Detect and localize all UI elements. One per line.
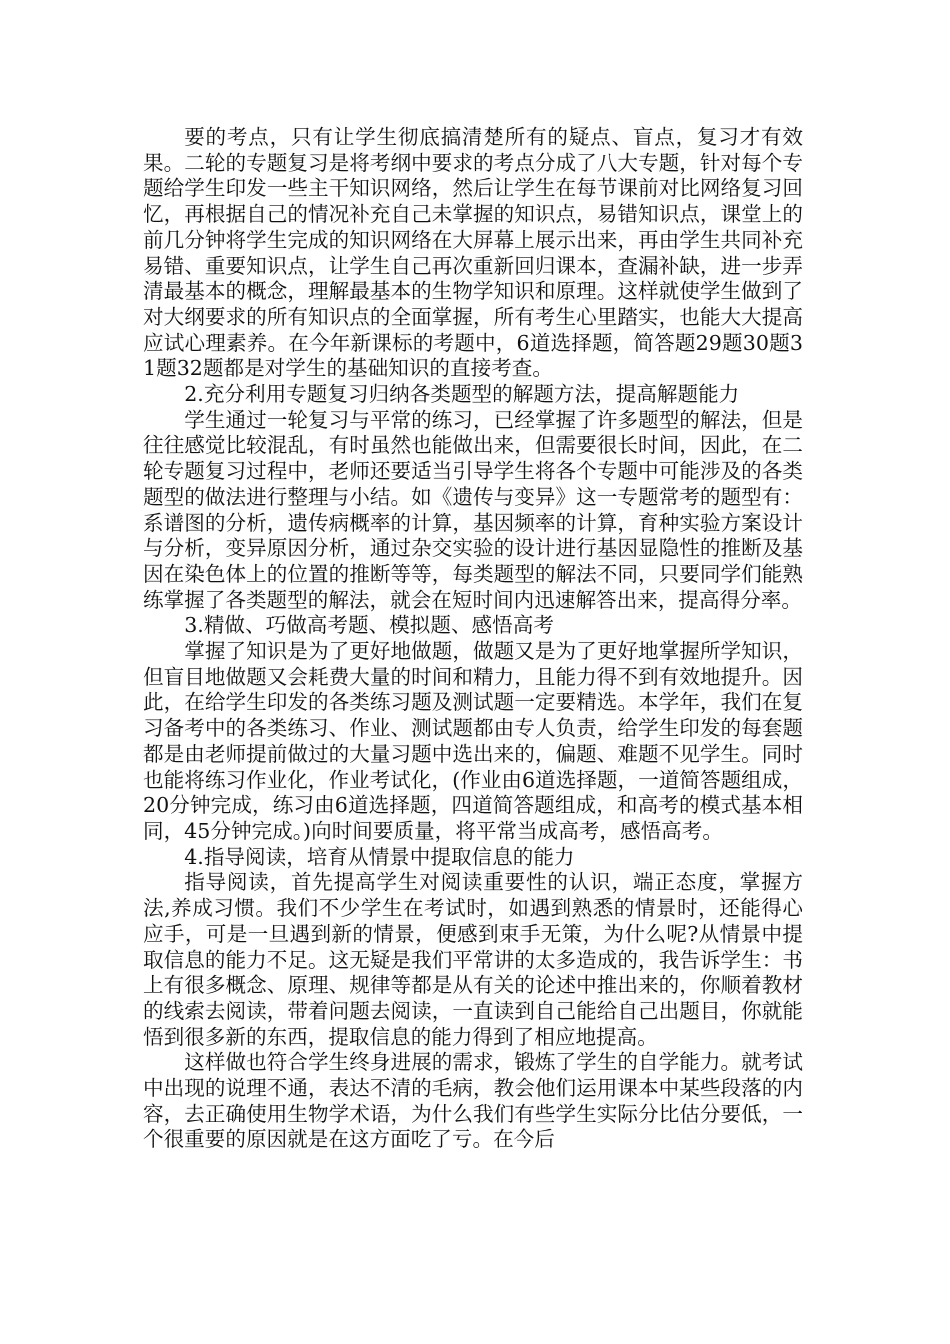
- paragraph-review-basics: 要的考点，只有让学生彻底搞清楚所有的疑点、盲点，复习才有效果。二轮的专题复习是将考纲中要求的考点分成了八大专题，针对每个专题给学生印发一些主干知识网络，然后让学生在每节课前对比网络复习回忆，再根据自己的情况补充自己未掌握的知识点，易错知识点，课堂上的前几分钟将学生完成的知识网络在大屏幕上展示出来，再由学生共同补充易错、重要知识点，让学生自己再次重新回归课本，查漏补缺，进一步弄清最基本的概念，理解最基本的生物学知识和原理。这样就使学生做到了对大纲要求的所有知识点的全面掌握，所有考生心里踏实，也能大大提高应试心理素养。在今年新课标的考题中，6道选择题，简答题29题30题31题32题都是对学生的基础知识的直接考查。: [143, 125, 803, 381]
- section-heading-4: 4.指导阅读，培育从情景中提取信息的能力: [184, 844, 575, 869]
- paragraph-exam-practice: 掌握了知识是为了更好地做题，做题又是为了更好地掌握所学知识，但盲目地做题又会耗费大量的时间和精力，且能力得不到有效地提升。因此，在给学生印发的各类练习题及测试题一定要精选。本学年，我们在复习备考中的各类练习、作业、测试题都由专人负责，给学生印发的每套题都是由老师提前做过的大量习题中选出来的，偏题、难题不见学生。同时也能将练习作业化，作业考试化，(作业由6道选择题，一道简答题组成，20分钟完成，练习由6道选择题，四道简答题组成，和高考的模式基本相同，45分钟完成。)向时间要质量，将平常当成高考，感悟高考。: [143, 639, 803, 843]
- paragraph-self-study: 这样做也符合学生终身进展的需求，锻炼了学生的自学能力。就考试中出现的说理不通，表达不清的毛病，教会他们运用课本中某些段落的内容，去正确使用生物学术语，为什么我们有些学生实际分比估分要低，一个很重要的原因就是在这方面吃了亏。在今后: [143, 1050, 803, 1152]
- document-body: [143, 125, 803, 1153]
- paragraph-reading-guidance: 指导阅读，首先提高学生对阅读重要性的认识，端正态度，掌握方法,养成习惯。我们不少学生在考试时，如遇到熟悉的情景时，还能得心应手，可是一旦遇到新的情景，便感到束手无策，为什么呢?从情景中提取信息的能力不足。这无疑是我们平常讲的太多造成的，我告诉学生：书上有很多概念、原理、规律等都是从有关的论述中推出来的，你顺着教材的线索去阅读，带着问题去阅读，一直读到自己能给自己出题目，你就能悟到很多新的东西，提取信息的能力得到了相应地提高。: [143, 870, 803, 1049]
- section-heading-3: 3.精做、巧做高考题、模拟题、感悟高考: [184, 613, 554, 638]
- paragraph-problem-types: 学生通过一轮复习与平常的练习，已经掌握了许多题型的解法，但是往往感觉比较混乱，有时虽然也能做出来，但需要很长时间，因此，在二轮专题复习过程中，老师还要适当引导学生将各个专题中可能涉及的各类题型的做法进行整理与小结。如《遗传与变异》这一专题常考的题型有：系谱图的分析，遗传病概率的计算，基因频率的计算，育种实验方案设计与分析，变异原因分析，通过杂交实验的设计进行基因显隐性的推断及基因在染色体上的位置的推断等等，每类题型的解法不同，只要同学们能熟练掌握了各类题型的解法，就会在短时间内迅速解答出来，提高得分率。: [143, 407, 803, 612]
- section-heading-2: 2.充分利用专题复习归纳各类题型的解题方法，提高解题能力: [184, 382, 740, 407]
